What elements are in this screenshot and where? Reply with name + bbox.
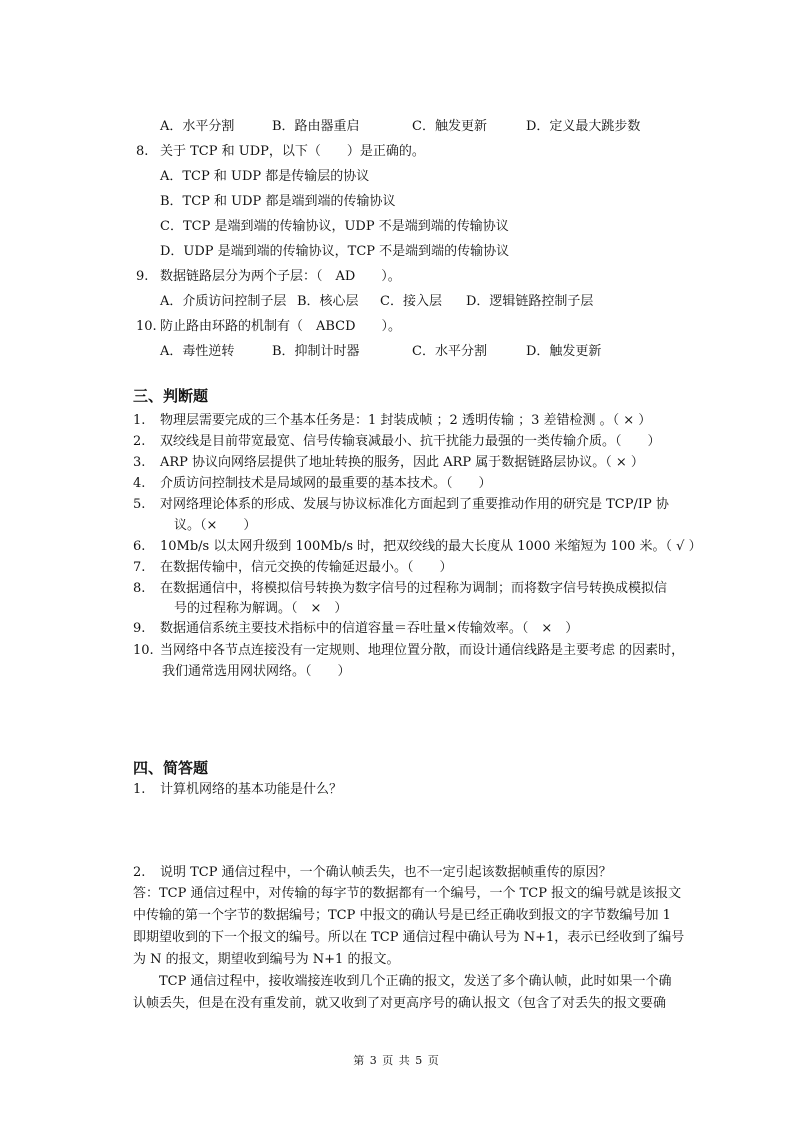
answer-line: TCP 通信过程中，接收端接连收到几个正确的报文，发送了多个确认帧，此时如果一个确 bbox=[133, 974, 672, 989]
item-number: 10. bbox=[133, 643, 154, 658]
item-text: 10Mb/s 以太网升级到 100Mb/s 时，把双绞线的最大长度从 1000 米缩短为 100 米。（ √ ） bbox=[160, 539, 702, 554]
section-4-title: 四、简答题 bbox=[133, 759, 209, 777]
q8-option-c: C．TCP 是端到端的传输协议，UDP 不是端到端的传输协议 bbox=[160, 219, 509, 234]
q7-option-c: C．触发更新 bbox=[412, 119, 487, 134]
question-text: 关于 TCP 和 UDP，以下（ ）是正确的。 bbox=[160, 144, 425, 159]
section-3-title: 三、判断题 bbox=[133, 387, 209, 405]
answer-line: 即期望收到的下一个报文的编号。所以在 TCP 通信过程中确认号为 N+1，表示已经收到了编号 bbox=[133, 930, 685, 945]
q9-option-b: B．核心层 bbox=[297, 294, 359, 309]
item-text: 物理层需要完成的三个基本任务是：1 封装成帧 ；2 透明传输 ；3 差错检测 。（ × ） bbox=[160, 413, 652, 428]
item-text: 双绞线是目前带宽最宽、信号传输衰减最小、抗干扰能力最强的一类传输介质。（ ） bbox=[160, 434, 661, 449]
item-number: 7. bbox=[133, 560, 146, 575]
question-text: 防止路由环路的机制有（ ABCD ）。 bbox=[160, 319, 402, 334]
question-number: 8. bbox=[136, 144, 149, 159]
question-number: 9. bbox=[136, 269, 149, 284]
answer-line: 中传输的第一个字节的数据编号；TCP 中报文的确认号是已经正确收到报文的字节数编号加 1 bbox=[133, 908, 671, 923]
item-text: 介质访问控制技术是局域网的最重要的基本技术。（ ） bbox=[160, 476, 492, 491]
item-number: 8. bbox=[133, 581, 146, 596]
q10-option-d: D．触发更新 bbox=[526, 344, 602, 359]
answer-line: 答：TCP 通信过程中，对传输的每字节的数据都有一个编号，一个 TCP 报文的编号就是该报文 bbox=[133, 886, 682, 901]
answer-line: 认帧丢失，但是在没有重发前，就又收到了对更高序号的确认报文（包含了对丢失的报文要确 bbox=[133, 996, 667, 1011]
q8-option-b: B．TCP 和 UDP 都是端到端的传输协议 bbox=[160, 194, 396, 209]
q8-option-d: D．UDP 是端到端的传输协议，TCP 不是端到端的传输协议 bbox=[160, 244, 510, 259]
q7-option-d: D．定义最大跳步数 bbox=[526, 119, 641, 134]
item-number: 4. bbox=[133, 476, 146, 491]
item-text: 对网络理论体系的形成、发展与协议标准化方面起到了重要推动作用的研究是 TCP/IP 协 bbox=[160, 497, 669, 512]
short-question-1: 计算机网络的基本功能是什么？ bbox=[160, 782, 343, 797]
q7-option-a: A．水平分割 bbox=[160, 119, 235, 134]
item-text: 在数据通信中，将模拟信号转换为数字信号的过程称为调制；而将数字信号转换成模拟信 bbox=[160, 581, 668, 596]
q10-option-a: A．毒性逆转 bbox=[160, 344, 235, 359]
q10-option-c: C．水平分割 bbox=[412, 344, 487, 359]
item-number: 9. bbox=[133, 621, 146, 636]
item-number: 2. bbox=[133, 865, 146, 880]
item-text-continued: 号的过程称为解调。（ × ） bbox=[174, 601, 348, 616]
item-text: 数据通信系统主要技术指标中的信道容量＝吞吐量×传输效率。（ × ） bbox=[160, 621, 579, 636]
answer-line: 为 N 的报文，期望收到编号为 N+1 的报文。 bbox=[133, 952, 400, 967]
item-number: 5. bbox=[133, 497, 146, 512]
item-number: 1. bbox=[133, 413, 146, 428]
q9-option-d: D．逻辑链路控制子层 bbox=[466, 294, 594, 309]
q7-option-b: B．路由器重启 bbox=[272, 119, 360, 134]
item-text-continued: 我们通常选用网状网络。（ ） bbox=[162, 664, 351, 679]
item-number: 3. bbox=[133, 455, 146, 470]
short-question-2: 说明 TCP 通信过程中，一个确认帧丢失，也不一定引起该数据帧重传的原因？ bbox=[160, 865, 612, 880]
q9-option-a: A．介质访问控制子层 bbox=[160, 294, 287, 309]
item-number: 2. bbox=[133, 434, 146, 449]
q10-option-b: B．抑制计时器 bbox=[272, 344, 360, 359]
item-number: 1. bbox=[133, 782, 146, 797]
item-text-continued: 议。（× ） bbox=[174, 518, 257, 533]
q8-option-a: A．TCP 和 UDP 都是传输层的协议 bbox=[160, 169, 370, 184]
question-number: 10. bbox=[136, 319, 157, 334]
item-number: 6. bbox=[133, 539, 146, 554]
item-text: 当网络中各节点连接没有一定规则、地理位置分散，而设计通信线路是主要考虑 的因素时， bbox=[160, 643, 685, 658]
page-footer: 第 3 页 共 5 页 bbox=[353, 1054, 440, 1067]
question-text: 数据链路层分为两个子层：（ AD ）。 bbox=[160, 269, 401, 284]
q9-option-c: C．接入层 bbox=[380, 294, 442, 309]
item-text: ARP 协议向网络层提供了地址转换的服务，因此 ARP 属于数据链路层协议。（ × ） bbox=[160, 455, 644, 470]
item-text: 在数据传输中，信元交换的传输延迟最小。（ ） bbox=[160, 560, 453, 575]
